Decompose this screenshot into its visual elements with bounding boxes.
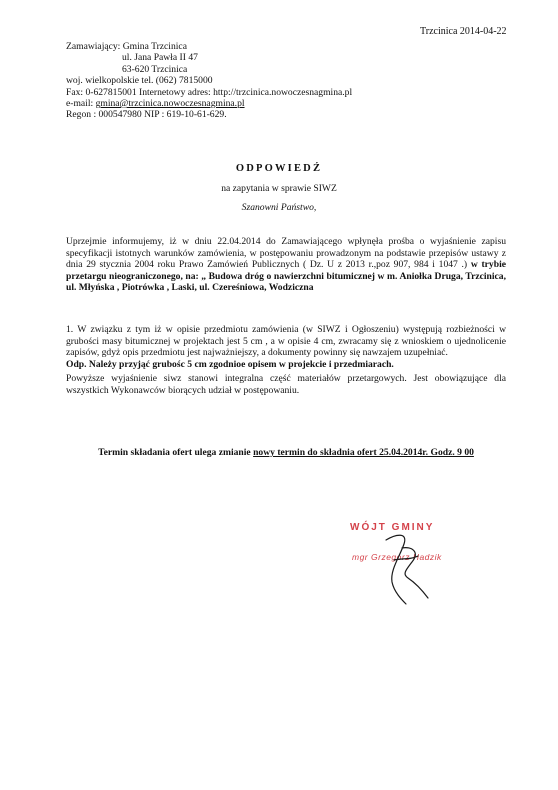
document-date: Trzcinica 2014-04-22 [420, 26, 507, 37]
question-text: 1. W związku z tym iż w opisie przedmiotu zamówienia (w SIWZ i Ogłoszeniu) występują rozbieżności w grubości masy bitumicznej w projektach jest 5 cm , a w opisie 4 cm, zwracamy się z wnioskiem o ujednolicenie zapisów, gdyż opis przedmiotu jest najważniejszy, a dokumenty powinny się nawzajem uzupełniać. [66, 324, 506, 359]
email-link[interactable]: gmina@trzcinica.nowoczesnagmina.pl [95, 98, 245, 110]
sender-email-line [66, 98, 352, 109]
sender-street: ul. Jana Pawła II 47 [122, 52, 198, 64]
deadline-new-date: nowy termin do składnia ofert 25.04.2014r. Godz. 9 00 [253, 447, 474, 458]
stamp-name: mgr Grzegorz Hadzik [352, 552, 442, 562]
sender-name: Zamawiający: Gmina Trzcinica [66, 41, 187, 52]
answer-text: Odp. Należy przyjąć grubośc 5 cm zgodnioe opisem w projekcie i przedmiarach. [66, 358, 394, 370]
deadline-prefix: Termin składania ofert ulega zmianie [98, 447, 254, 458]
sender-header [66, 41, 352, 121]
email-label: e-mail: [66, 98, 96, 110]
sender-postal: 63-620 Trzcinica [122, 63, 188, 75]
sender-ids: Regon : 000547980 NIP : 619-10-61-629. [66, 109, 227, 121]
deadline-notice [66, 447, 506, 458]
greeting: Szanowni Państwo, [241, 202, 317, 213]
sender-fax-web: Fax: 0-627815001 Internetowy adres: http://trzcinica.nowoczesnagmina.pl [66, 86, 353, 98]
closing-paragraph: Powyższe wyjaśnienie siwz stanowi integralna część materiałów przetargowych. Jest obowiązujące dla wszystkich Wykonawców biorących udział w postępowaniu. [66, 373, 506, 396]
document-title: ODPOWIEDŹ [235, 163, 323, 174]
stamp-title: WÓJT GMINY [350, 522, 435, 533]
handwritten-signature [378, 530, 438, 605]
sender-phone: woj. wielkopolskie tel. (062) 7815000 [66, 75, 213, 87]
document-subtitle: na zapytania w sprawie SIWZ [221, 183, 337, 194]
intro-bold-text: w trybie przetargu nieograniczonego, na: „ Budowa dróg o nawierzchni bitumicznej w m. Aniołka Druga, Trzcinica, ul. Młyńska , Piotrówka , Laski, ul. Czereśniowa, Wodziczna [66, 259, 506, 294]
intro-text: Uprzejmie informujemy, iż w dniu 22.04.2014 do Zamawiającego wpłynęła prośba o wyjaśnienie zapisu specyfikacji istotnych warunków zamówienia, w postępowaniu prowadzonym na podstawie przepisów ustawy z dnia 29 stycznia 2004 roku Prawo Zamówień Publicznych ( Dz. U z 2013 r.,poz 907, 984 i 1047 .) [66, 236, 506, 271]
intro-paragraph [66, 236, 506, 294]
question-paragraph [66, 324, 506, 370]
